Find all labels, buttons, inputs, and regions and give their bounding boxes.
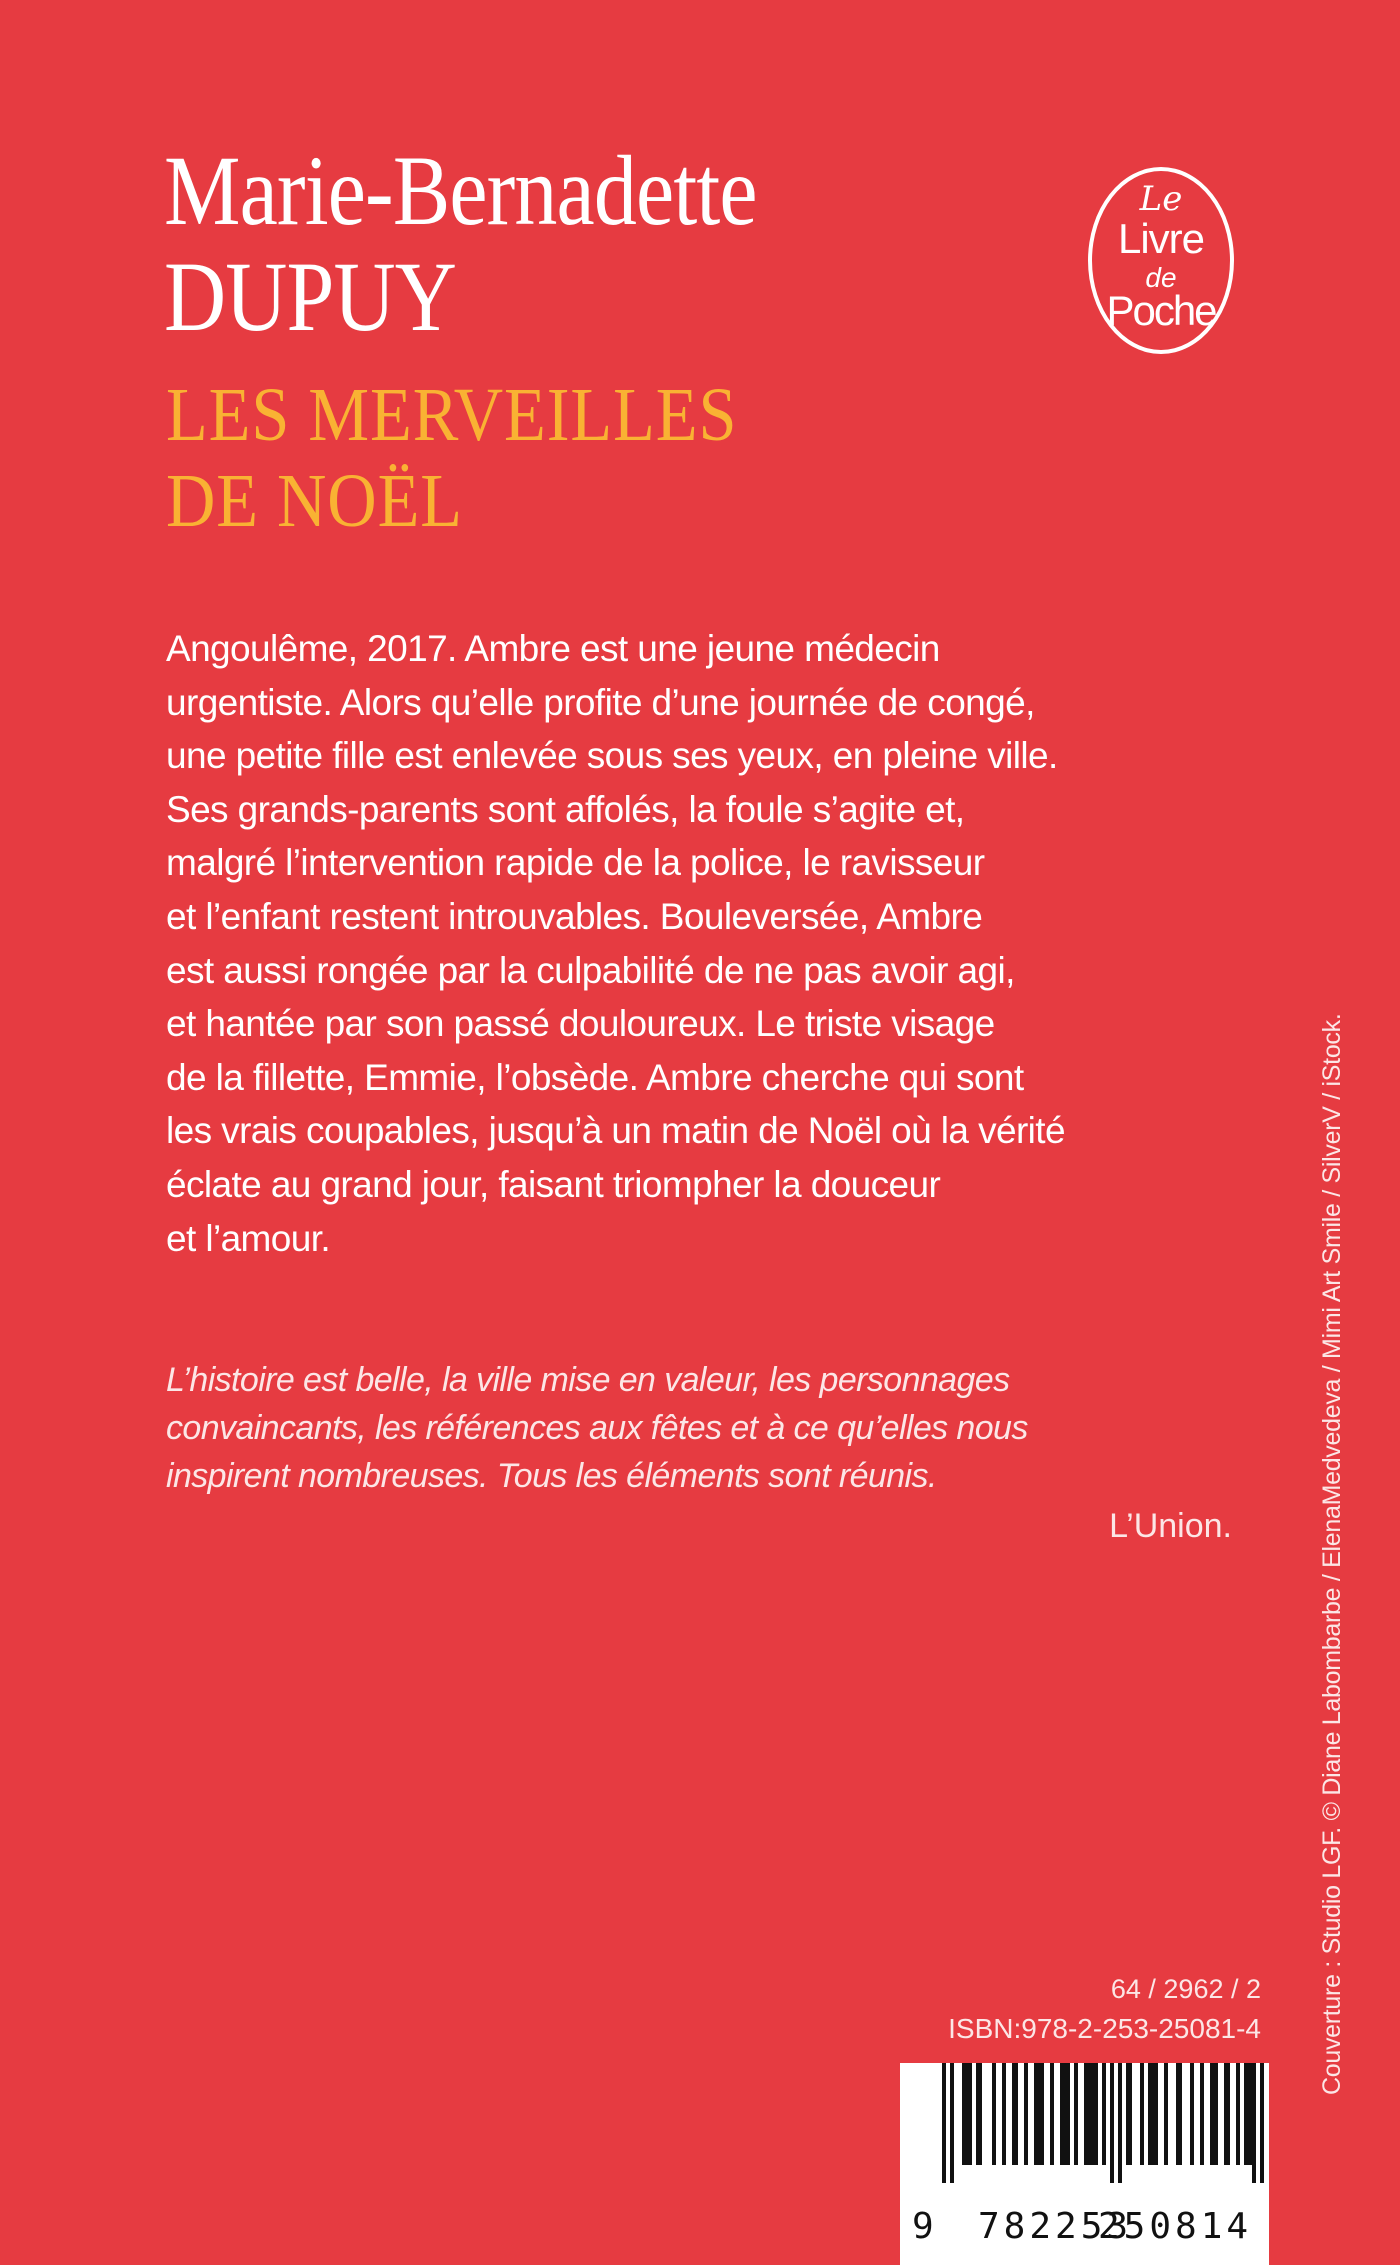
logo-de: de	[1145, 262, 1177, 293]
quote-source: L’Union.	[1109, 1507, 1232, 1545]
cover-credit: Couverture : Studio LGF. © Diane Labombarbe / ElenaMedvedeva / Mimi Art Smile / SilverV / iStock.	[1318, 1013, 1346, 2095]
logo-le: Le	[1139, 179, 1183, 219]
synopsis-line: éclate au grand jour, faisant triompher la douceur	[166, 1163, 941, 1205]
synopsis-line: et l’amour.	[166, 1217, 331, 1259]
barcode-bars-icon	[900, 2063, 1269, 2193]
logo-livre: Livre	[1117, 215, 1205, 262]
author-last-name: DUPUY	[164, 241, 456, 352]
synopsis	[166, 622, 1246, 1265]
quote-line: convaincants, les références aux fêtes et à ce qu’elles nous	[166, 1409, 1028, 1447]
logo-poche: Poche	[1106, 287, 1216, 334]
book-title	[166, 372, 801, 544]
barcode-first-digit: 9	[912, 2206, 934, 2247]
barcode-right-digits: 250814	[1098, 2206, 1253, 2247]
synopsis-line: urgentiste. Alors qu’elle profite d’une journée de congé,	[166, 681, 1035, 723]
synopsis-line: malgré l’intervention rapide de la police, le ravisseur	[166, 842, 985, 884]
barcode-left-digits: 782253	[978, 2206, 1133, 2247]
quote-line: L’histoire est belle, la ville mise en valeur, les personnages	[166, 1361, 1010, 1399]
synopsis-line: et l’enfant restent introuvables. Bouleversée, Ambre	[166, 895, 983, 937]
le-livre-de-poche-logo-icon	[1088, 167, 1234, 354]
synopsis-line: une petite fille est enlevée sous ses yeux, en pleine ville.	[166, 735, 1058, 777]
synopsis-line: de la fillette, Emmie, l’obsède. Ambre cherche qui sont	[166, 1056, 1024, 1098]
author-first-name: Marie-Bernadette	[164, 135, 757, 246]
synopsis-line: et hantée par son passé douloureux. Le triste visage	[166, 1003, 995, 1045]
synopsis-line: Ses grands-parents sont affolés, la foule s’agite et,	[166, 788, 965, 830]
catalog-number: 64 / 2962 / 2	[1110, 1974, 1261, 2004]
quote-line: inspirent nombreuses. Tous les éléments sont réunis.	[166, 1457, 937, 1495]
synopsis-line: est aussi rongée par la culpabilité de ne pas avoir agi,	[166, 949, 1015, 991]
isbn: ISBN:978-2-253-25081-4	[948, 2013, 1261, 2044]
synopsis-line: Angoulême, 2017. Ambre est une jeune médecin	[166, 628, 940, 669]
barcode	[900, 2063, 1269, 2265]
press-review-quote	[166, 1356, 1236, 1500]
author-name	[164, 135, 853, 352]
book-title-line-2: DE NOËL	[166, 459, 463, 543]
book-title-line-1: LES MERVEILLES	[166, 373, 738, 457]
synopsis-line: les vrais coupables, jusqu’à un matin de Noël où la vérité	[166, 1110, 1065, 1152]
